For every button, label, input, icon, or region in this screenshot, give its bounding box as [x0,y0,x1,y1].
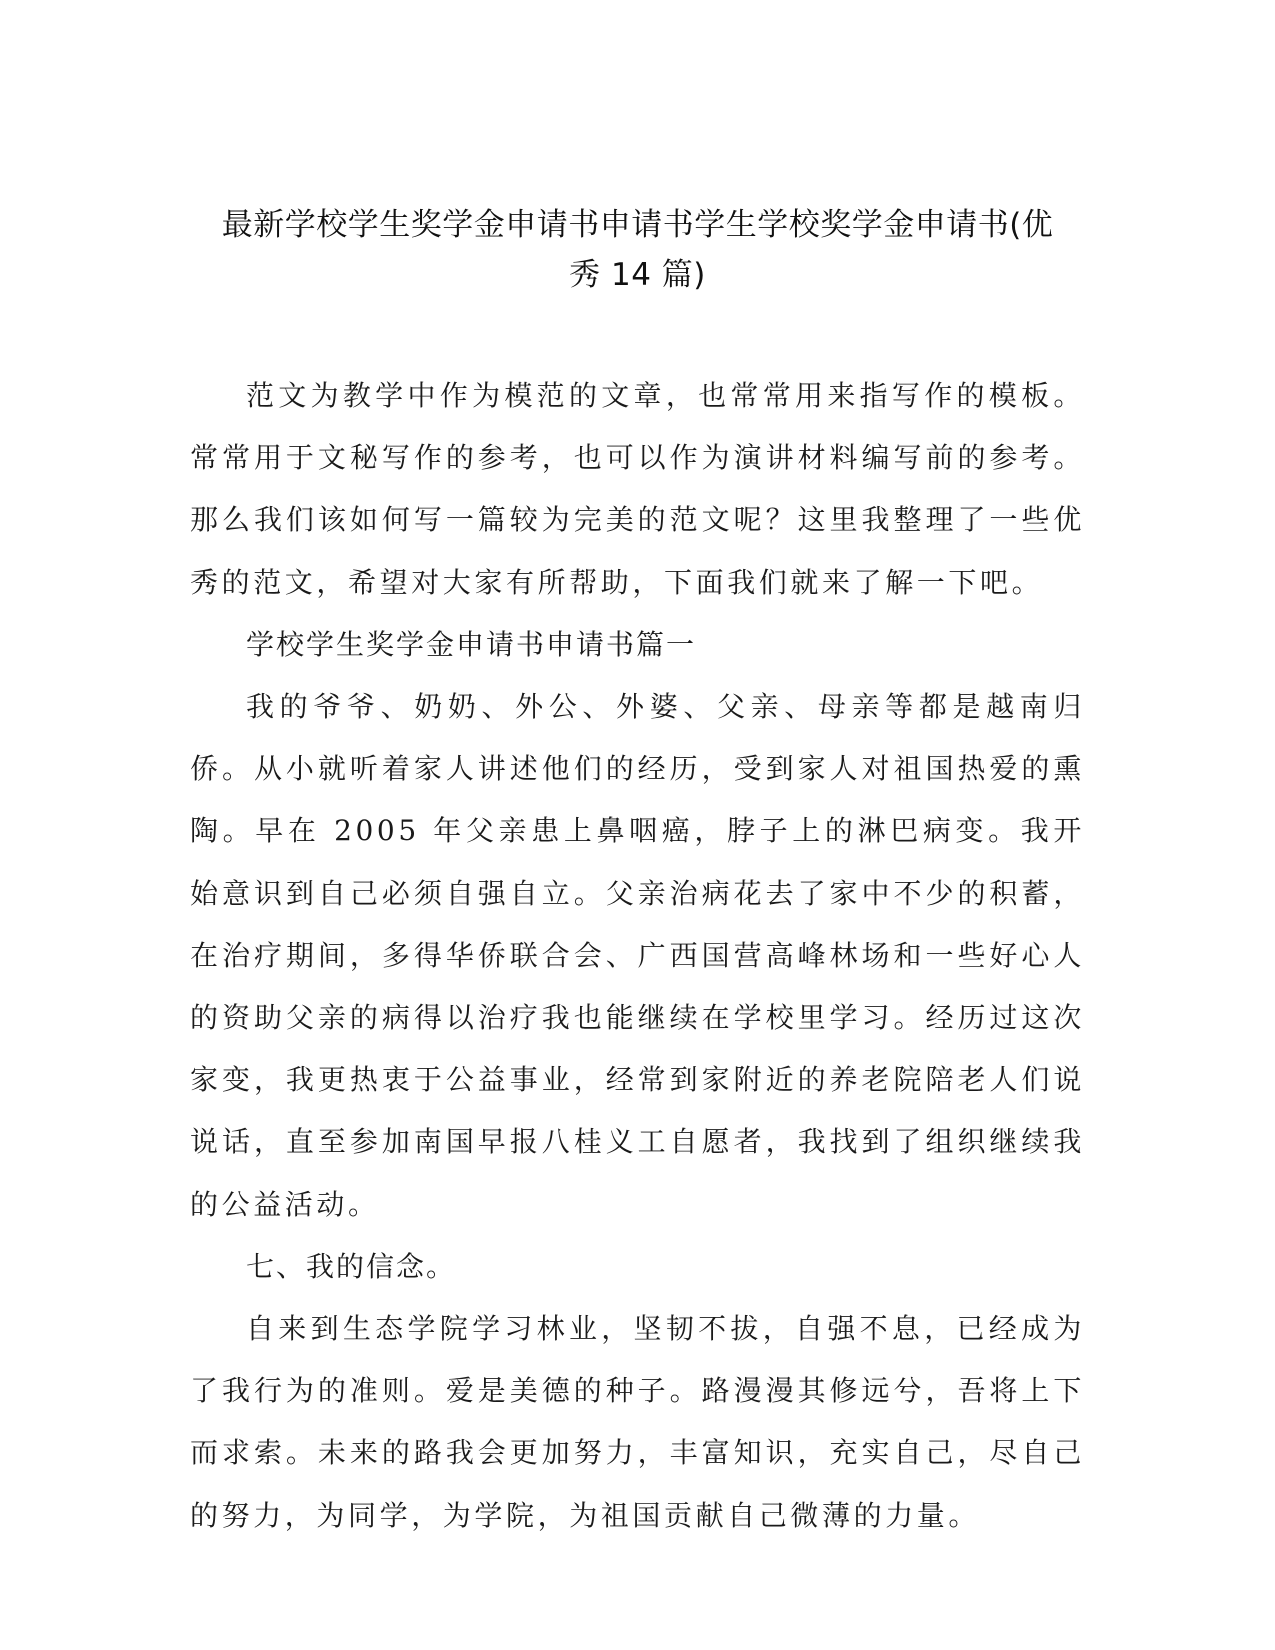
section-heading: 学校学生奖学金申请书申请书篇一 [246,627,697,661]
document-title [185,200,1090,300]
title-line-1: 最新学校学生奖学金申请书申请书学生学校奖学金申请书(优 [221,207,1054,243]
body-paragraph: 自来到生态学院学习林业，坚韧不拔，自强不息，已经成为了我行为的准则。爱是美德的种子。路漫漫其修远兮，吾将上下而求索。未来的路我会更加努力，丰富知识，充实自己，尽自己的努力，为同学，为学院，为祖国贡献自己微薄的力量。 [190,1312,1085,1532]
title-line-2: 秀 14 篇) [569,257,706,293]
body-paragraph: 我的爷爷、奶奶、外公、外婆、父亲、母亲等都是越南归侨。从小就听着家人讲述他们的经历，受到家人对祖国热爱的熏陶。早在 2005 年父亲患上鼻咽癌，脖子上的淋巴病变。我开始意识到自己必须自强自立。父亲治病花去了家中不少的积蓄，在治疗期间，多得华侨联合会、广西国营高峰林场和一些好心人的资助父亲的病得以治疗我也能继续在学校里学习。经历过这次家变，我更热衷于公益事业，经常到家附近的养老院陪老人们说说话，直至参加南国早报八桂义工自愿者，我找到了组织继续我的公益活动。 [190,690,1085,1221]
intro-paragraph: 范文为教学中作为模范的文章，也常常用来指写作的模板。常常用于文秘写作的参考，也可以作为演讲材料编写前的参考。那么我们该如何写一篇较为完美的范文呢？这里我整理了一些优秀的范文，希望对大家有所帮助，下面我们就来了解一下吧。 [190,379,1085,599]
document-body [190,365,1085,1547]
subsection-heading: 七、我的信念。 [246,1249,457,1283]
